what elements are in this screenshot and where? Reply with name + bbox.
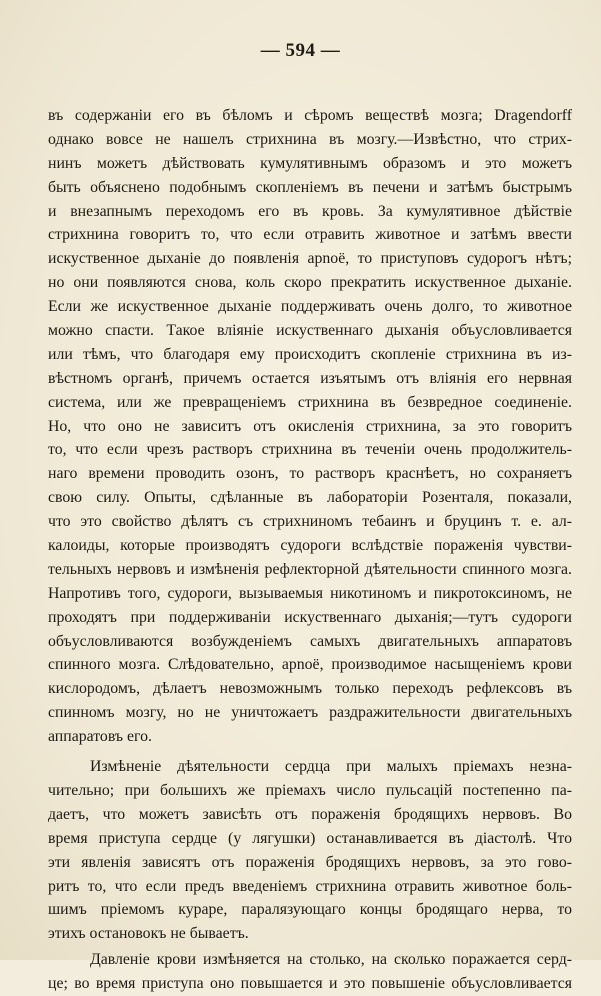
text-line: быть объяснено подобнымъ скопленіемъ въ печени и затѣмъ быстрымъ <box>48 178 572 196</box>
text-line: спинного мозга. Слѣдовательно, apnoë, производимое насыщеніемъ крови <box>48 656 572 674</box>
text-line: наго времени проводить озонъ, то растворъ краснѣетъ, но сохраняетъ <box>48 465 572 483</box>
text-line: свою силу. Опыты, сдѣланные въ лабораторіи Розенталя, показали, <box>48 489 572 507</box>
text-line: аппаратовъ его. <box>48 728 152 746</box>
text-line: система, или же превращеніемъ стрихнина въ безвредное соединеніе. <box>48 393 572 411</box>
text-line: тельныхъ нервовъ и измѣненія рефлекторной дѣятельности спинного мозга. <box>48 560 572 578</box>
text-line: чительно; при большихъ же пріемахъ число пульсацій постепенно па- <box>48 781 572 799</box>
text-line: нинъ можетъ дѣйствовать кумулятивнымъ образомъ и это можетъ <box>48 154 572 172</box>
text-line: ритъ то, что если предъ введеніемъ стрихнина отравить животное боль- <box>48 877 572 895</box>
text-line: искуственное дыханіе до появленія apnoë, то приступовъ судорогъ нѣтъ; <box>48 250 572 268</box>
text-line: це; во время приступа оно повышается и это повышеніе объусловливается <box>48 975 572 993</box>
text-line: объусловливаются возбужденіемъ самыхъ двигательныхъ аппаратовъ <box>48 632 572 650</box>
text-line: даетъ, что можетъ зависѣть отъ пораженія бродящихъ нервовъ. Во <box>48 805 572 823</box>
page-number: — 594 — <box>260 40 341 61</box>
text-line: стрихнина говоритъ то, что если отравить животное и затѣмъ ввести <box>48 226 572 244</box>
text-line: кислородомъ, дѣлаетъ невозможнымъ только переходъ рефлексовъ въ <box>48 680 572 698</box>
text-line: то, что если чрезъ растворъ стрихнина въ теченіи очень продолжитель- <box>48 441 572 459</box>
text-line: что это свойство дѣлятъ съ стрихниномъ тебаинъ и бруцинъ т. е. ал- <box>48 513 572 531</box>
text-line: однако вовсе не нашелъ стрихнина въ мозгу.—Извѣстно, что стрих- <box>48 130 572 148</box>
text-line: вѣстномъ органѣ, причемъ остается изъятымъ отъ вліянія его нервная <box>48 369 572 387</box>
text-line: можно спасти. Такое вліяніе искуственнаго дыханія объусловливается <box>48 322 572 340</box>
text-line: и внезапнымъ переходомъ его въ кровь. За кумулятивное дѣйствіе <box>48 202 572 220</box>
text-line: шимъ пріемомъ кураре, паралязующаго концы бродящаго нерва, то <box>48 901 572 919</box>
text-line: спинномъ мозгу, но не уничтожаетъ раздражительности двигательныхъ <box>48 704 572 722</box>
text-line: эти явленія зависятъ отъ пораженія бродящихъ нервовъ, за это гово- <box>48 853 572 871</box>
text-line: Если же искуственное дыханіе поддерживать очень долго, то животное <box>48 298 572 316</box>
text-line: Напротивъ того, судороги, вызываемыя никотиномъ и пикротоксиномъ, не <box>48 584 572 602</box>
text-line: калоиды, которые производятъ судороги вслѣдствіе пораженія чувстви- <box>48 537 572 555</box>
text-line: время приступа сердце (у лягушки) останавливается въ діастолѣ. Что <box>48 829 572 847</box>
text-line: Но, что оно не зависитъ отъ окисленія стрихнина, за это говоритъ <box>48 417 572 435</box>
text-line: въ содержаніи его въ бѣломъ и сѣромъ веществѣ мозга; Dragendorff <box>48 107 572 124</box>
text-line: или тѣмъ, что благодаря ему происходитъ скопленіе стрихнина въ из- <box>48 345 572 363</box>
body-text <box>48 104 572 996</box>
text-line: проходятъ при поддерживаніи искуственнаго дыханія;—тутъ судороги <box>48 608 572 626</box>
text-line: но они появляются снова, коль скоро прекратить искуственное дыханіе. <box>48 274 572 292</box>
text-line: этихъ остановокъ не бываетъ. <box>48 925 249 943</box>
paragraph-first-line: Давленіе крови измѣняется на столько, на сколько поражается серд- <box>90 951 572 969</box>
paragraph-first-line: Измѣненіе дѣятельности сердца при малыхъ пріемахъ незна- <box>90 758 572 776</box>
